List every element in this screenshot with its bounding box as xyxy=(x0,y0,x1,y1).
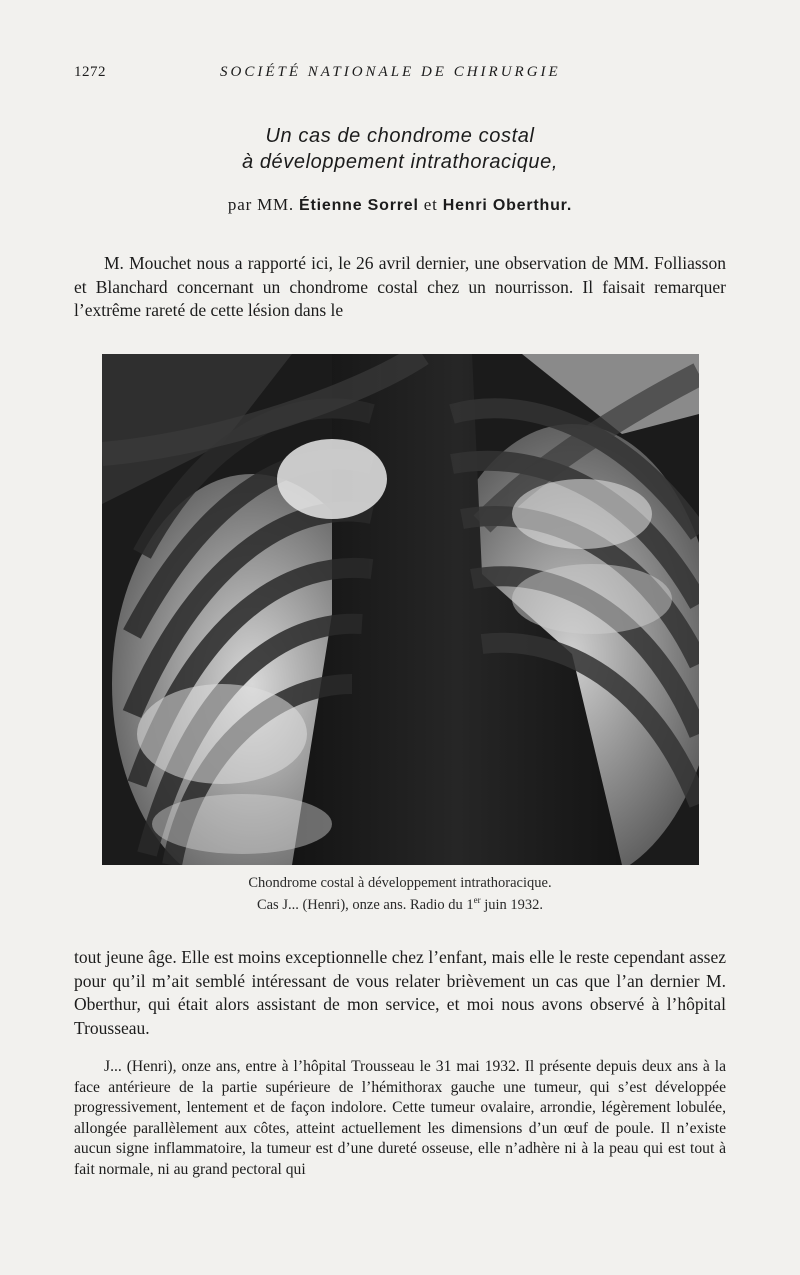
title-line-2: à développement intrathoracique, xyxy=(241,151,559,173)
page-number: 1272 xyxy=(74,64,106,80)
running-head: SOCIÉTÉ NATIONALE DE CHIRURGIE xyxy=(220,64,561,80)
chest-xray-figure xyxy=(102,354,699,865)
xray-image xyxy=(102,354,699,865)
authors-prefix: par MM. xyxy=(227,195,294,214)
caption-line-2-end: juin 1932. xyxy=(480,896,544,913)
body-paragraph-2: tout jeune âge. Elle est moins exceptionnelle chez l’enfant, mais elle le reste cependant assez pour qu’il m’ait semblé intéressant de vous relater brièvement un cas que l’an dernier M. Oberthur, qui était alors assistant de mon service, et moi nous avons observé à l’hôpital Trousseau. xyxy=(74,947,726,1038)
caption-superscript: er xyxy=(473,895,481,905)
caption-line-2-text: Cas J... (Henri), onze ans. Radio du 1 xyxy=(256,896,474,913)
caption-line-1: Chondrome costal à développement intrathoracique. xyxy=(248,875,552,891)
page-header xyxy=(74,64,724,86)
article-title xyxy=(0,123,800,175)
author-1: Étienne Sorrel xyxy=(299,197,419,214)
figure-caption xyxy=(0,875,800,914)
caption-line-2 xyxy=(0,892,800,914)
authors-conjunction: et xyxy=(423,195,438,214)
author-2: Henri Oberthur. xyxy=(442,197,573,214)
author-line xyxy=(0,195,800,215)
title-line-1: Un cas de chondrome costal xyxy=(265,125,535,147)
case-report-paragraph: J... (Henri), onze ans, entre à l’hôpital Trousseau le 31 mai 1932. Il présente depuis deux ans à la face antérieure de la partie supérieure de l’hémithorax gauche une tumeur, qui s’est développée progressivement, lentement et de façon indolore. Cette tumeur ovalaire, arrondie, légèrement lobulée, allongée parallèlement aux côtes, atteint actuellement les dimensions d’un œuf de poule. Il n’existe aucun signe inflammatoire, la tumeur est d’une dureté osseuse, elle n’adhère ni à la peau qui est tout à fait normale, ni au grand pectoral qui xyxy=(74,1058,726,1178)
body-paragraph-1: M. Mouchet nous a rapporté ici, le 26 avril dernier, une observation de MM. Folliasson et Blanchard concernant un chondrome costal chez un nourrisson. Il faisait remarquer l’extrême rareté de cette lésion dans le xyxy=(74,253,726,320)
